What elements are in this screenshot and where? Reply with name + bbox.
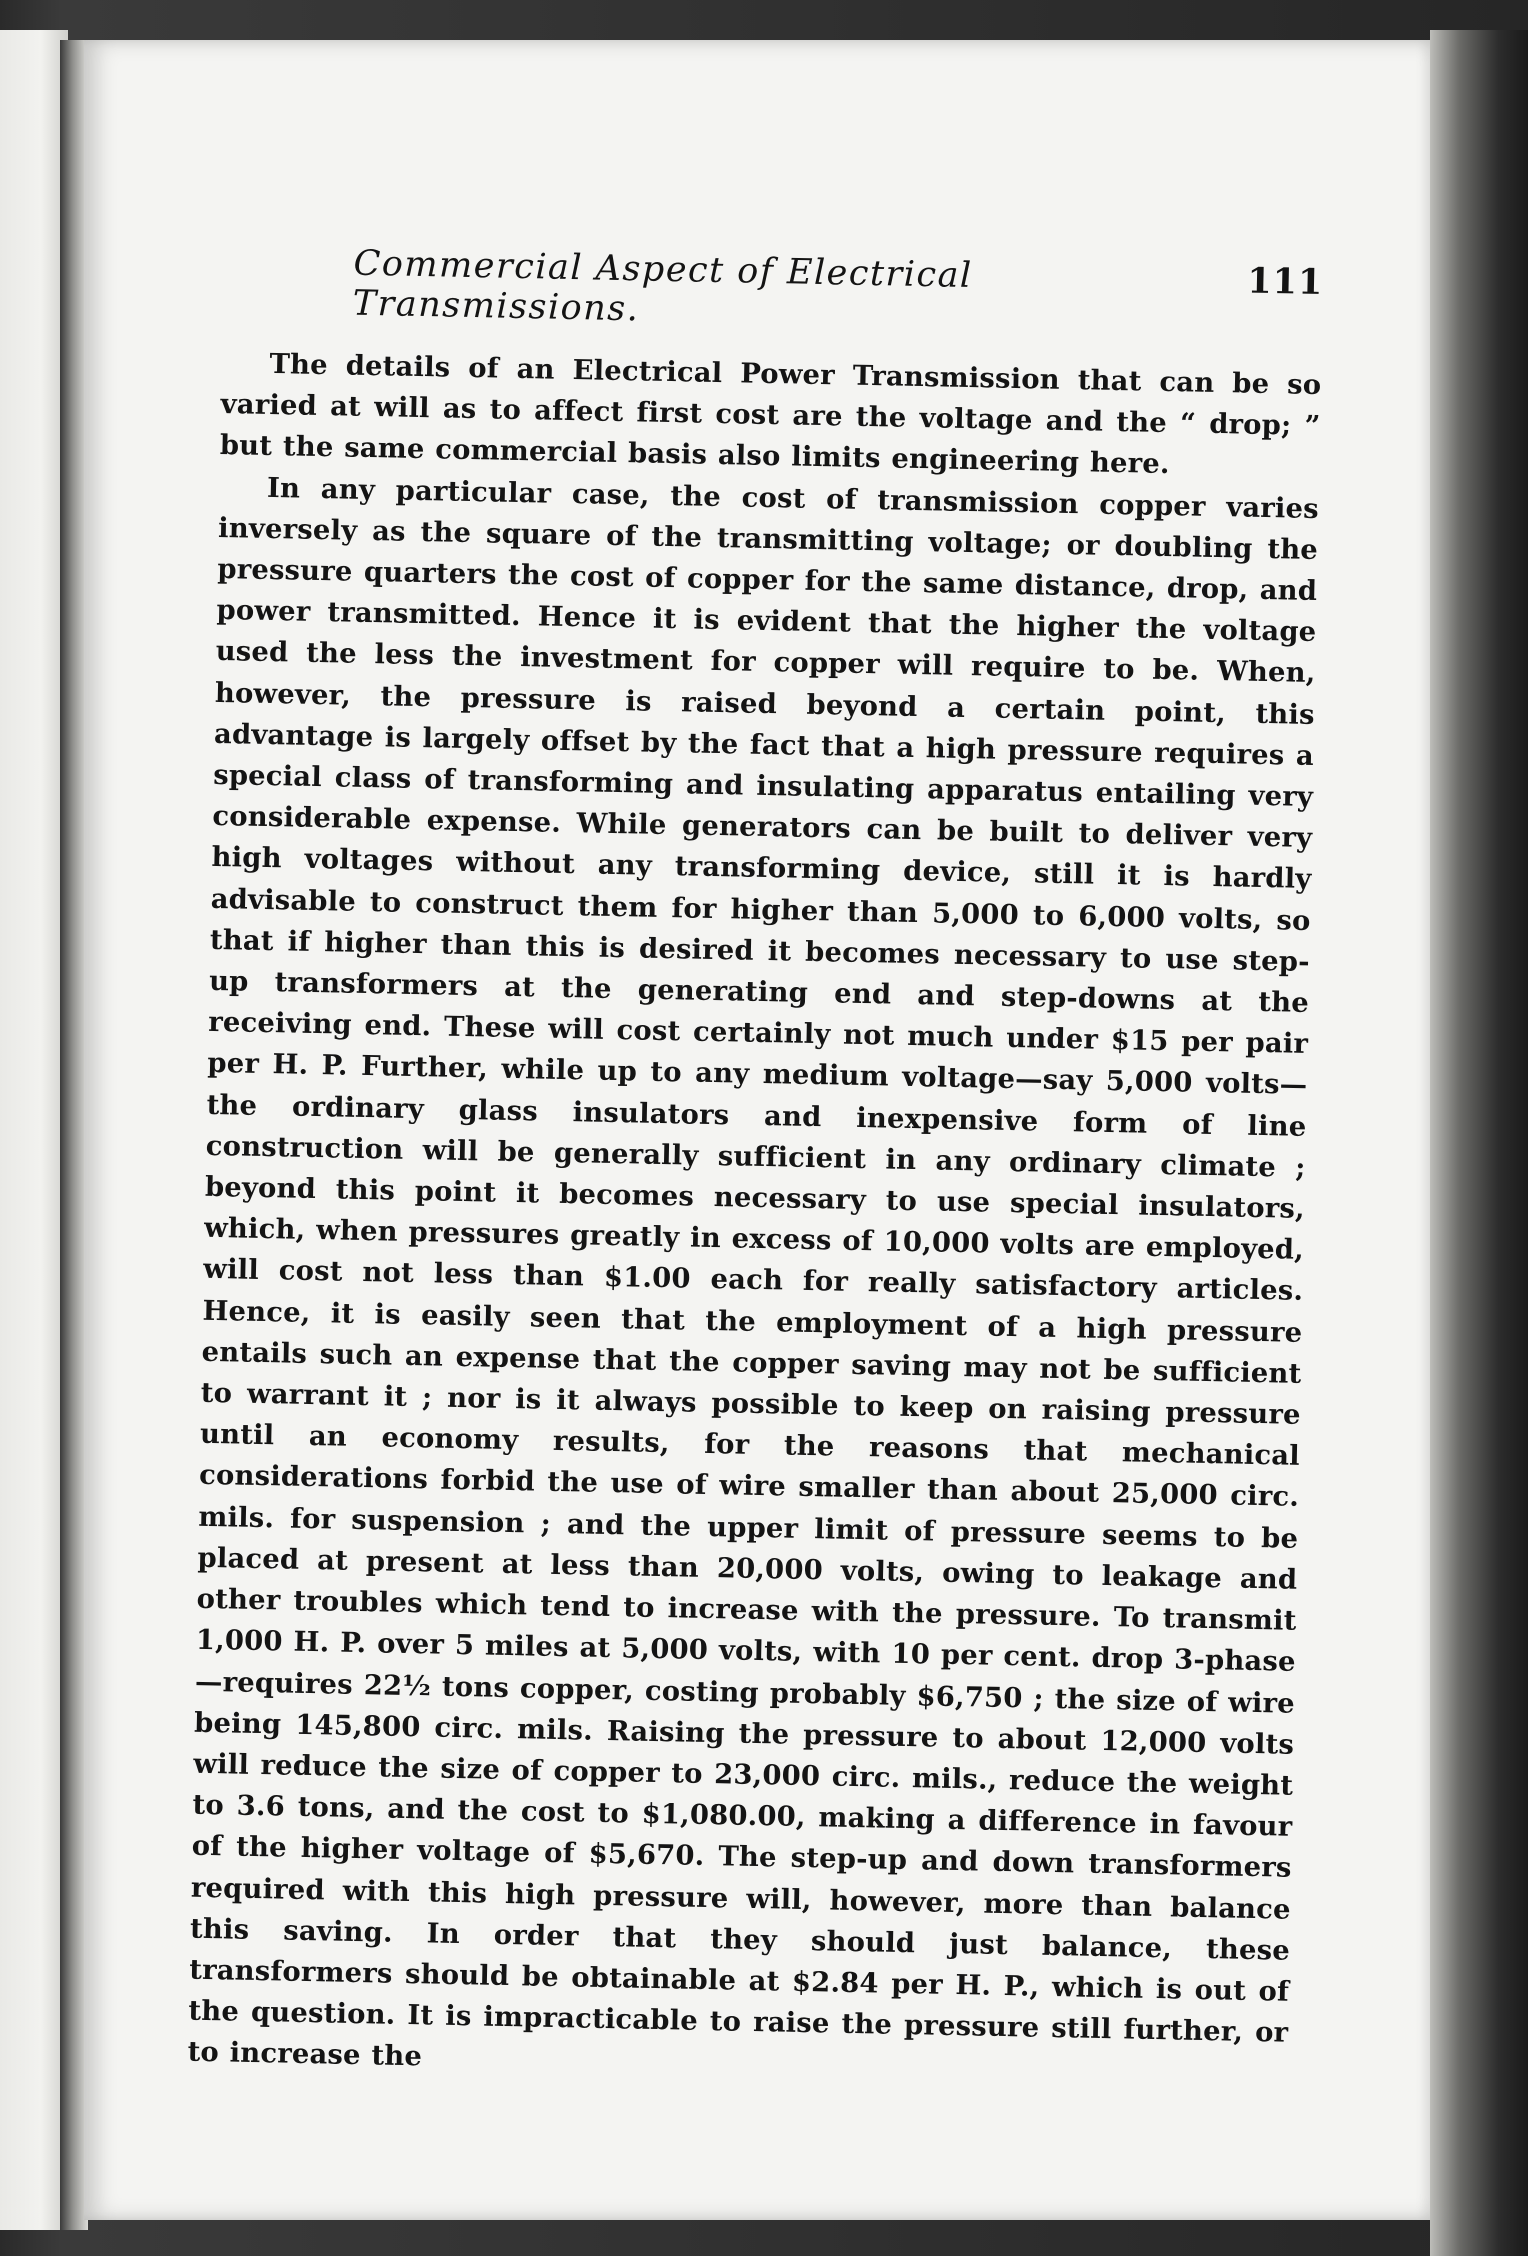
page-number: 111 (1246, 260, 1324, 304)
paragraph-2: In any particular case, the cost of transmission copper varies inversely as the square of the transmitting voltage; or doubling the pressure quarters the cost of copper for the same distance, drop, and power transmitted. Hence it is evident that the higher the voltage used the less the investment for copper will require to be. When, however, the pressure is raised beyond a certain point, this advantage is largely offset by the fact that a high pressure requires a special class of transforming and insulating apparatus entailing very considerable expense. While generators can be built to deliver very high voltages without any transforming device, still it is hardly advisable to construct them for higher than 5,000 to 6,000 volts, so that if higher than this is desired it becomes necessary to use step-up transformers at the generating end and step-downs at the receiving end. These will cost certainly not much under $15 per pair per H. P. Further, while up to any medium voltage—say 5,000 volts—the ordinary glass insulators and inexpensive form of line construction will be generally sufficient in any ordinary climate ; beyond this point it becomes necessary to use special insulators, which, when pressures greatly in excess of 10,000 volts are employed, will cost not less than $1.00 each for really satisfactory articles. Hence, it is easily seen that the employment of a high pressure entails such an expense that the copper saving may not be sufficient to warrant it ; nor is it always possible to keep on raising pressure until an economy results, for the reasons that mechanical considerations forbid the use of wire smaller than about 25,000 circ. mils. for suspension ; and the upper limit of pressure seems to be placed at present at less than 20,000 volts, owing to leakage and other troubles which tend to increase with the pressure. To transmit 1,000 H. P. over 5 miles at 5,000 volts, with 10 per cent. drop 3-phase—requires 22½ tons copper, costing probably $6,750 ; the size of wire being 145,800 circ. mils. Raising the pressure to about 12,000 volts will reduce the size of copper to 23,000 circ. mils., reduce the weight to 3.6 tons, and the cost to $1,080.00, making a difference in favour of the higher voltage of $5,670. The step-up and down transformers required with this high pressure will, however, more than balance this saving. In order that they should just balance, these transformers should be obtainable at $2.84 per H. P., which is out of the question. It is impracticable to raise the pressure still further, or to increase the (187, 471, 1320, 2073)
page-text-block (187, 240, 1324, 2095)
paragraph-1: The details of an Electrical Power Transmission that can be so varied at will as to affect first cost are the voltage and the “ drop; ” but the same commercial basis also limits engineering here. (219, 347, 1322, 481)
running-title: Commercial Aspect of Electrical Transmissions. (352, 243, 974, 330)
page-stack-edge (1430, 30, 1528, 2256)
facing-page-edge (0, 30, 68, 2230)
running-head (352, 243, 1323, 343)
book-page (84, 40, 1430, 2220)
